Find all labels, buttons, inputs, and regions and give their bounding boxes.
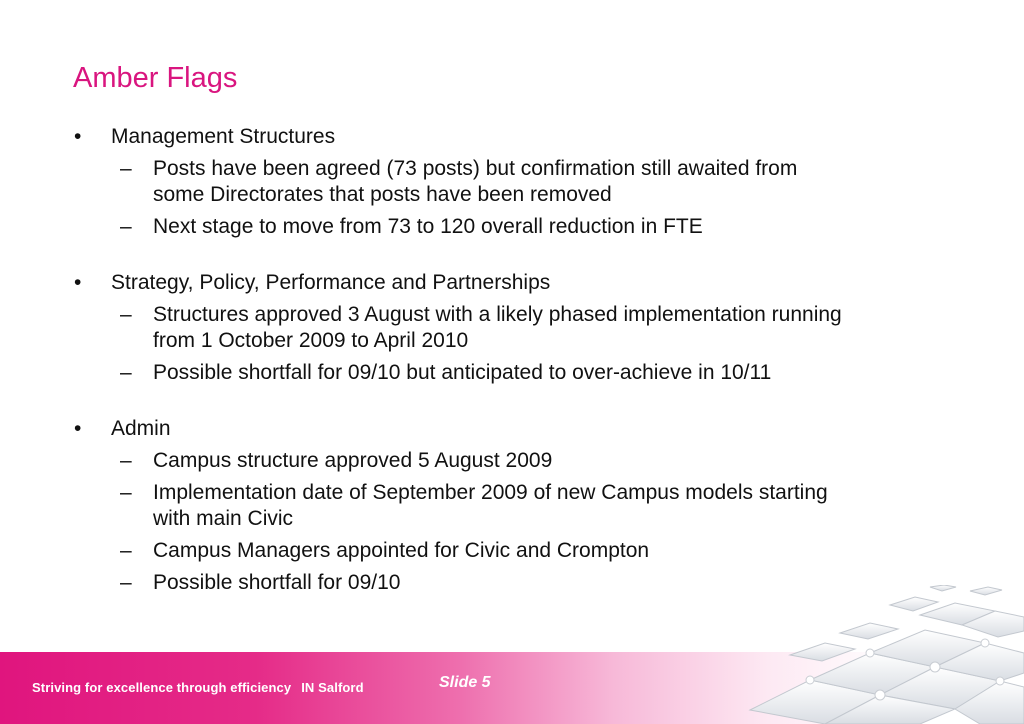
sub-bullet-line: Next stage to move from 73 to 120 overall reduction in FTE <box>153 215 703 238</box>
sub-bullet-line: Possible shortfall for 09/10 but anticipated to over-achieve in 10/11 <box>153 361 772 384</box>
bullet-marker: • <box>74 125 82 148</box>
dash-marker: – <box>120 481 132 504</box>
sub-bullet-item <box>72 302 972 354</box>
slide-title: Amber Flags <box>73 62 238 94</box>
tagline-place: IN Salford <box>301 680 364 695</box>
sub-bullet-line: Structures approved 3 August with a likely phased implementation running <box>153 303 842 326</box>
footer-tagline <box>32 680 364 695</box>
dash-marker: – <box>120 571 132 594</box>
sub-bullet-item <box>72 480 972 532</box>
puzzle-pieces-icon <box>730 585 1024 724</box>
sub-bullet-item <box>72 448 972 474</box>
sub-bullet-item <box>72 214 972 240</box>
sub-bullet-line: Campus Managers appointed for Civic and Crompton <box>153 539 650 562</box>
dash-marker: – <box>120 539 132 562</box>
dash-marker: – <box>120 449 132 472</box>
bullet-text: Strategy, Policy, Performance and Partnerships <box>111 271 551 294</box>
bullet-item <box>72 124 972 149</box>
bullet-item <box>72 416 972 441</box>
sub-bullet-line: Implementation date of September 2009 of new Campus models starting <box>153 481 828 504</box>
sub-bullet-line: Posts have been agreed (73 posts) but confirmation still awaited from <box>153 157 798 180</box>
sub-bullet-line: from 1 October 2009 to April 2010 <box>153 329 469 352</box>
dash-marker: – <box>120 361 132 384</box>
sub-bullet-line: Possible shortfall for 09/10 <box>153 571 401 594</box>
dash-marker: – <box>120 215 132 238</box>
sub-bullet-line: with main Civic <box>153 507 294 530</box>
dash-marker: – <box>120 303 132 326</box>
sub-bullet-item <box>72 360 972 386</box>
bullet-text: Management Structures <box>111 125 336 148</box>
tagline-text: Striving for excellence through efficiency <box>32 680 292 695</box>
bullet-marker: • <box>74 417 82 440</box>
dash-marker: – <box>120 157 132 180</box>
sub-bullet-item <box>72 538 972 564</box>
slide-number: Slide 5 <box>439 674 491 691</box>
sub-bullet-line: Campus structure approved 5 August 2009 <box>153 449 553 472</box>
bullet-marker: • <box>74 271 82 294</box>
bullet-text: Admin <box>111 417 171 440</box>
slide-content <box>72 124 972 602</box>
sub-bullet-item <box>72 156 972 208</box>
sub-bullet-line: some Directorates that posts have been removed <box>153 183 612 206</box>
section-management-structures <box>72 124 972 240</box>
section-strategy-policy <box>72 270 972 386</box>
section-admin <box>72 416 972 596</box>
bullet-item <box>72 270 972 295</box>
